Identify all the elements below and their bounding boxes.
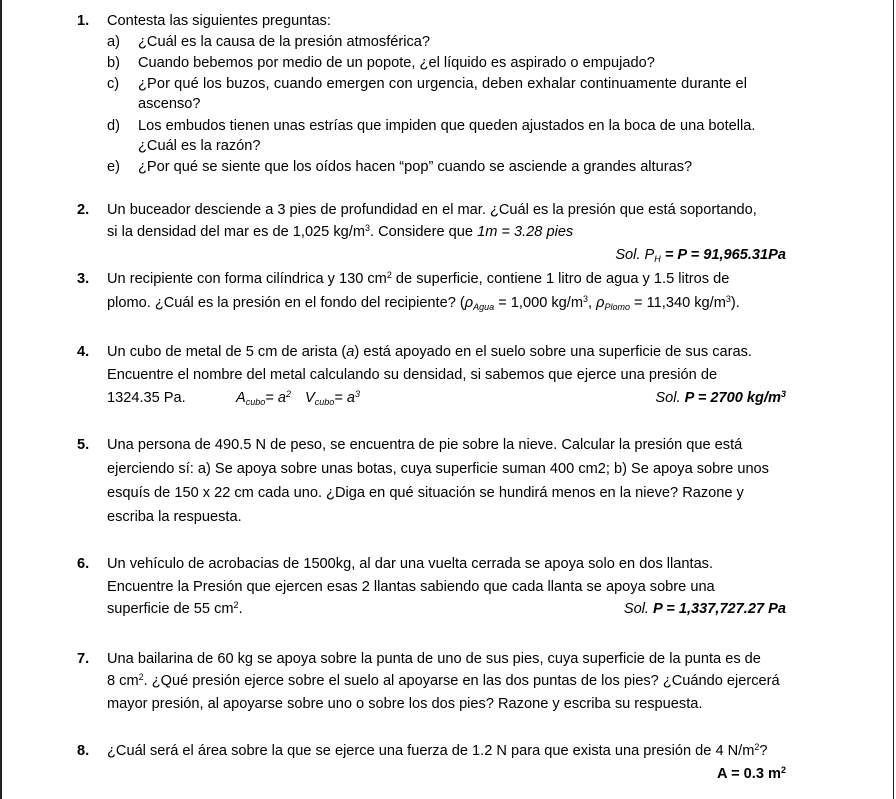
q1-b-label: b) (107, 55, 120, 71)
q1-a-label: a) (107, 34, 120, 50)
q4-text-line3: 1324.35 Pa. (107, 390, 186, 406)
q1-title: Contesta las siguientes preguntas: (107, 13, 331, 29)
q2-text-line2: si la densidad del mar es de 1,025 $kg/m^3$. Considere que 1m = 3.28 pies (107, 223, 574, 240)
q6-text-line3: superficie de 55 $cm^2$. (107, 600, 243, 617)
q3-text-line2: plomo. ¿Cuál es la presión en el fondo del recipiente? ($\rho_{Agua} = 1,000$ $kg/m^3$, $\rho_{Plomo} = 11,340$ $kg/m^3$). (107, 294, 740, 312)
q6-solution: Sol. P = 1,337,727.27 Pa (623, 601, 786, 617)
q7-text-line1: Una bailarina de 60 kg se apoya sobre la punta de uno de sus pies, cuya superficie de la punta es de (107, 651, 761, 667)
q7-text-line2: 8 $cm^2$. ¿Qué presión ejerce sobre el suelo al apoyarse en las dos puntas de los pies? ¿Cuándo ejercerá (107, 672, 780, 689)
q1-d-label: d) (107, 118, 120, 134)
page-left-border (0, 0, 2, 799)
q1-c-label: c) (107, 76, 120, 92)
q6-text-line2: Encuentre la Presión que ejercen esas 2 llantas sabiendo que cada llanta se apoya sobre una (107, 579, 715, 595)
q5-text-line2: ejerciendo sí: a) Se apoya sobre unas botas, cuya superficie suman 400 cm2; b) Se apoya sobre unos (107, 461, 769, 477)
q1-c-text-line2: ascenso? (138, 96, 201, 112)
q8-number: 8. (77, 743, 90, 759)
q2-solution: Sol. $P_H = P = 91,965.31Pa$ (615, 247, 786, 264)
q1-e-text: ¿Por qué se siente que los oídos hacen “pop” cuando se asciende a grandes alturas? (138, 159, 693, 175)
q1-b-text: Cuando bebemos por medio de un popote, ¿el líquido es aspirado o empujado? (138, 55, 655, 71)
q1-d-text-line2: ¿Cuál es la razón? (138, 138, 261, 154)
q1-c-text-line1: ¿Por qué los buzos, cuando emergen con urgencia, deben exhalar continuamente durante el (138, 76, 748, 92)
q4-text-line2: Encuentre el nombre del metal calculando su densidad, si sabemos que ejerce una presión de (107, 367, 718, 383)
q8-text-line1: ¿Cuál será el área sobre la que se ejerce una fuerza de 1.2 N para que exista una presión de 4 $N/m^2$? (107, 742, 768, 759)
q1-number: 1. (77, 13, 90, 29)
q5-text-line1: Una persona de 490.5 N de peso, se encuentra de pie sobre la nieve. Calcular la presión que está (107, 437, 743, 453)
q7-text-line3: mayor presión, al apoyarse sobre uno o sobre los dos pies? Razone y escriba su respuesta. (107, 696, 703, 712)
q1-a-text: ¿Cuál es la causa de la presión atmosférica? (138, 34, 431, 50)
q4-formula-volume: $V_{cubo}= a^3$ (305, 389, 360, 407)
q2-text-line1: Un buceador desciende a 3 pies de profundidad en el mar. ¿Cuál es la presión que está soportando, (107, 202, 757, 218)
q5-text-line3: esquís de 150 x 22 cm cada uno. ¿Diga en qué situación se hundirá menos en la nieve? Razone y (107, 485, 744, 501)
q2-number: 2. (77, 202, 90, 218)
q6-text-line1: Un vehículo de acrobacias de 1500kg, al dar una vuelta cerrada se apoya solo en dos llantas. (107, 556, 714, 572)
q3-text-line1: Un recipiente con forma cilíndrica y 130 $cm^2$ de superficie, contiene 1 litro de agua y 1.5 litros de (107, 270, 730, 287)
q1-e-label: e) (107, 159, 120, 175)
q1-d-text-line1: Los embudos tienen unas estrías que impiden que queden ajustados en la boca de una botella. (138, 118, 756, 134)
q4-number: 4. (77, 344, 90, 360)
q8-answer: A = 0.3 $m^2$ (717, 765, 786, 782)
q4-formula-area: $A_{cubo}= a^2$ (236, 389, 291, 407)
q6-number: 6. (77, 556, 90, 572)
q4-text-line1: Un cubo de metal de 5 cm de arista (a) está apoyado en el suelo sobre una superficie de sus caras. (107, 344, 752, 360)
page-right-border (893, 0, 895, 799)
q3-number: 3. (77, 271, 90, 287)
q5-number: 5. (77, 437, 90, 453)
q4-solution: Sol. P = 2700 $kg/m^3$ (655, 389, 786, 406)
q7-number: 7. (77, 651, 90, 667)
q5-text-line4: escriba la respuesta. (107, 509, 242, 525)
